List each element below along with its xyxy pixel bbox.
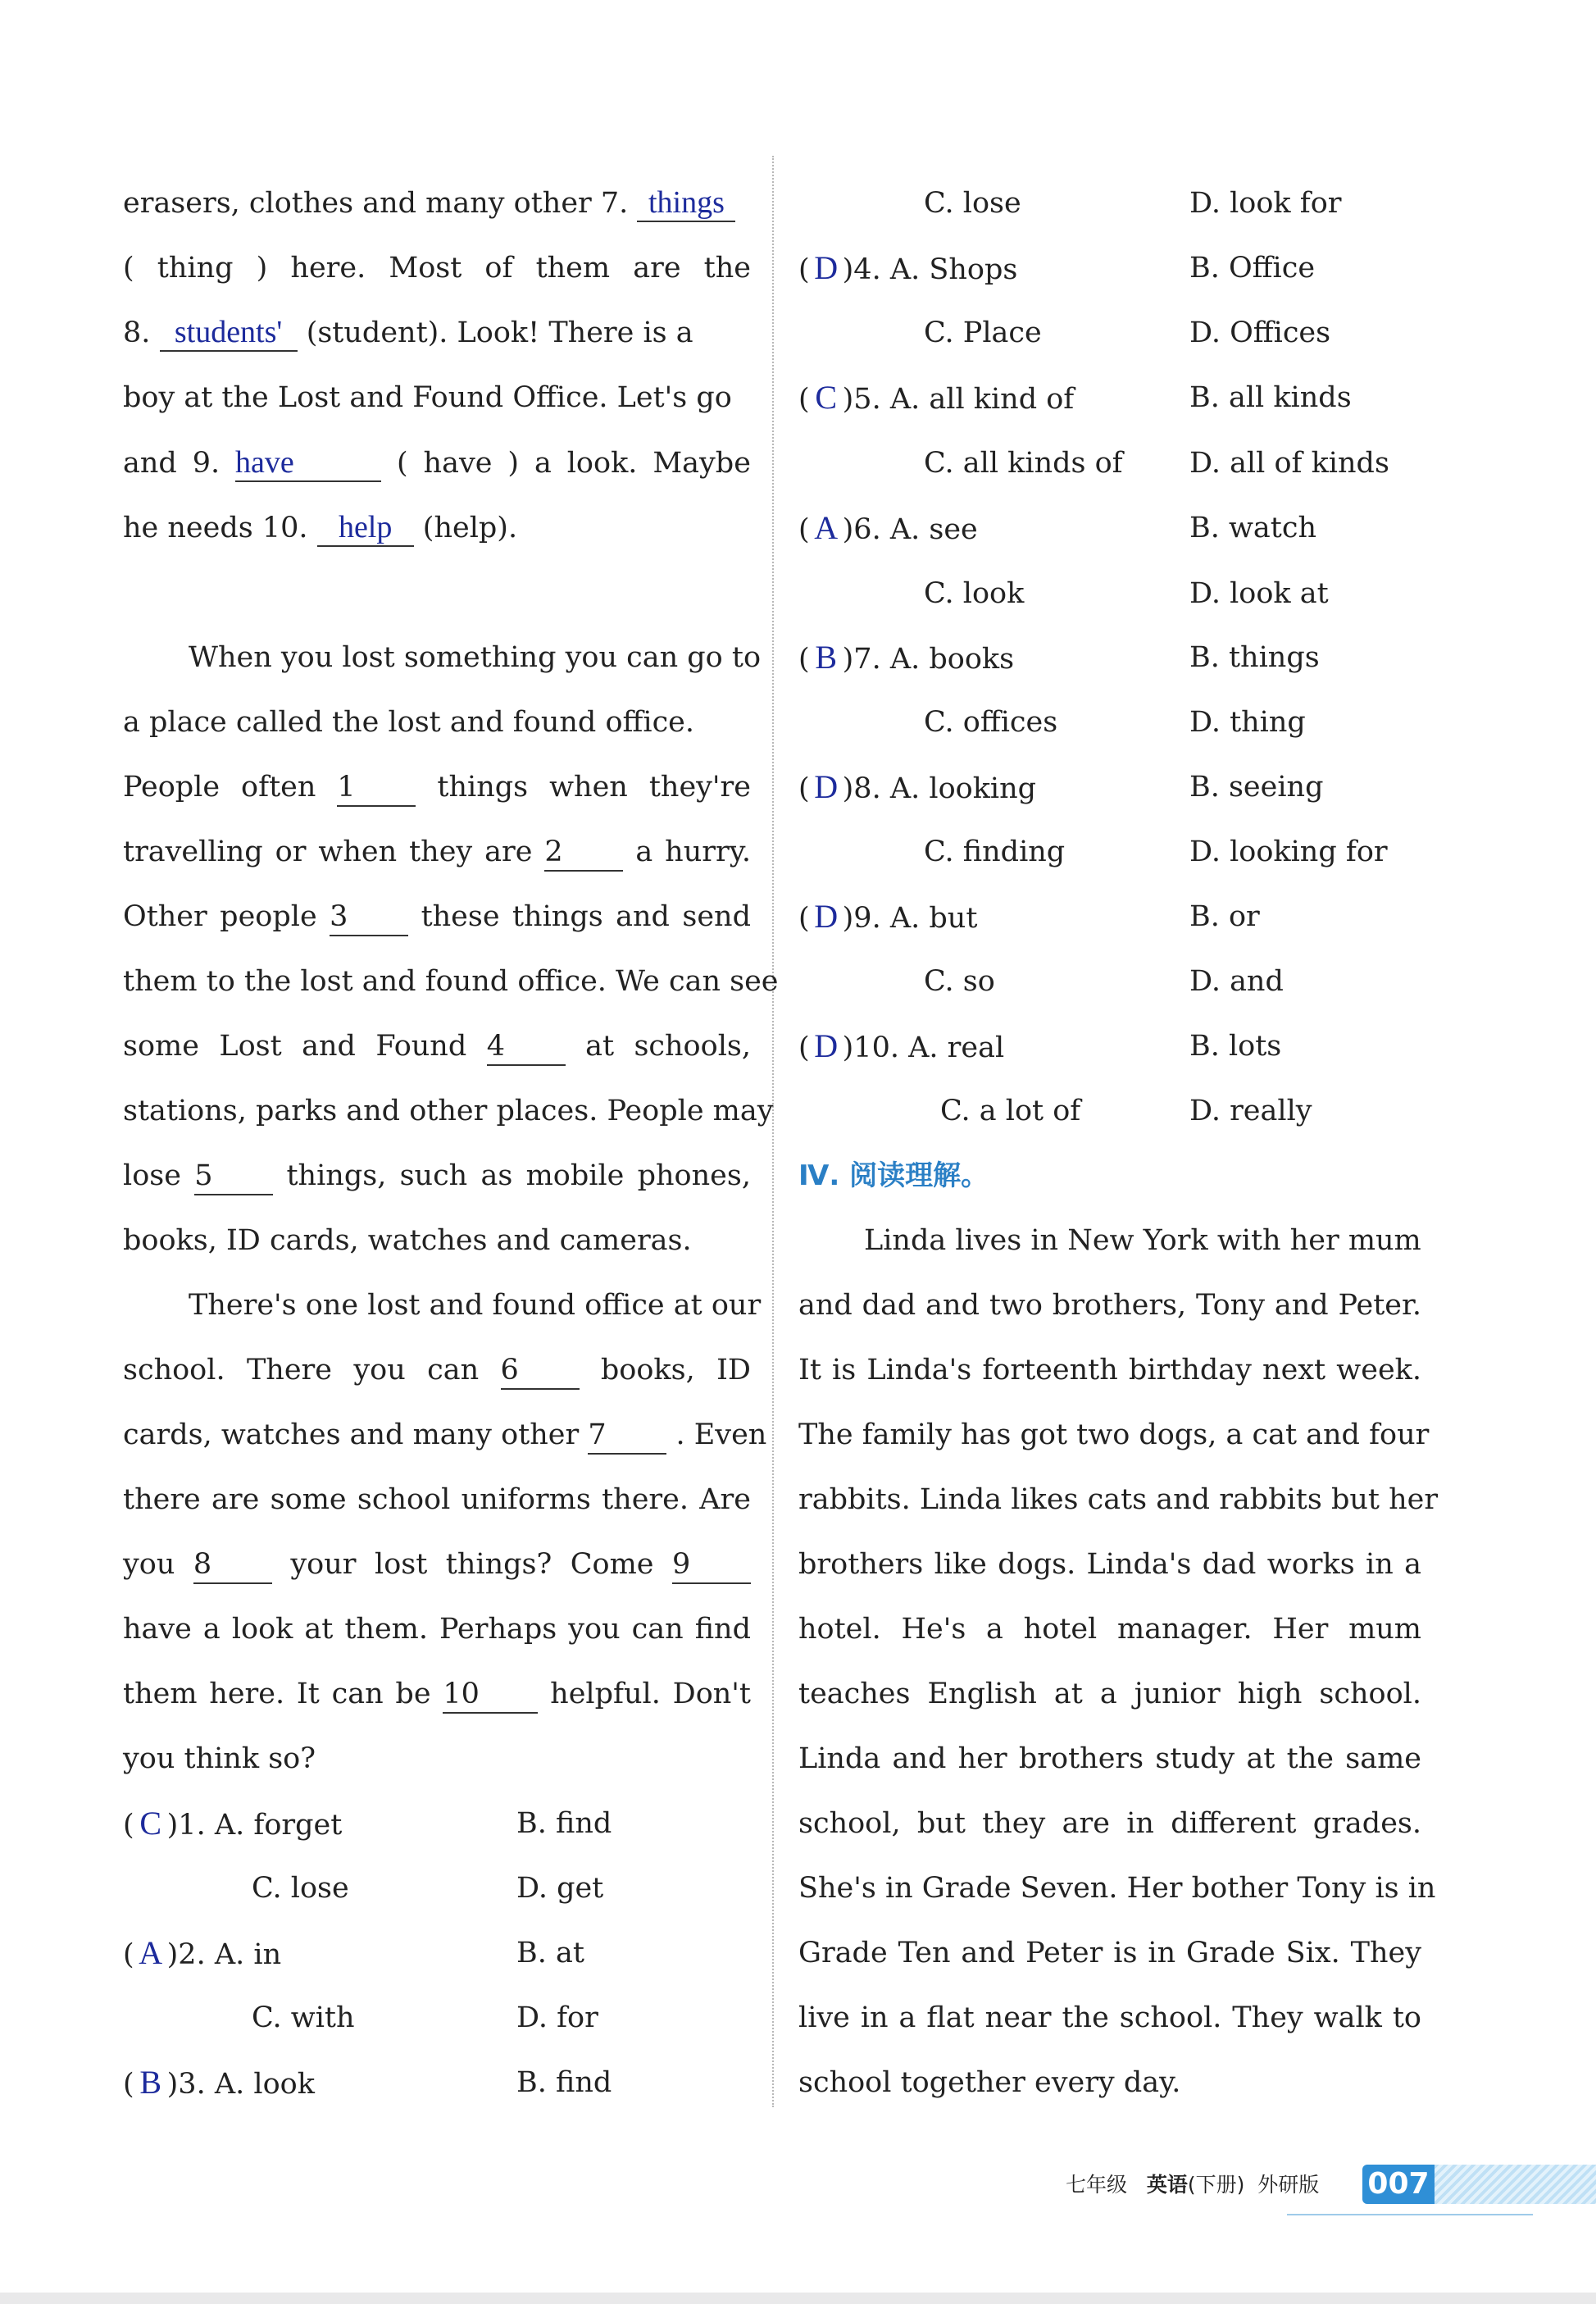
cloze-line-8: stations, parks and other places. People may xyxy=(123,1095,774,1127)
para1-line-2: ( thing ) here. Most of them are the xyxy=(123,252,751,285)
reading-line-3: It is Linda's forteenth birthday next week. xyxy=(798,1354,1421,1386)
page-footer xyxy=(1066,2165,1319,2206)
answer-choice-6: A xyxy=(814,509,839,546)
answer-8: students' xyxy=(160,314,298,352)
section-4-title: Ⅳ. 阅读理解。 xyxy=(798,1159,989,1192)
reading-line-11: She's in Grade Seven. Her bother Tony is in xyxy=(798,1872,1436,1905)
answer-choice-9: D xyxy=(814,898,839,935)
cloze-line-5: Other people 3 these things and send xyxy=(123,892,751,941)
cloze-line-9: lose 5 things, such as mobile phones, xyxy=(123,1151,751,1200)
footer-grade: 七年级 xyxy=(1066,2173,1128,2197)
cloze-line-3: People often 1 things when they're xyxy=(123,763,751,812)
cloze-line-11: There's one lost and found office at our xyxy=(189,1289,762,1322)
page-edge xyxy=(0,2293,1596,2304)
cloze-line-13: cards, watches and many other 7 . Even xyxy=(123,1410,751,1459)
blank-4: 4 xyxy=(487,1028,566,1066)
cloze-line-15: you 8 your lost things? Come 9 xyxy=(123,1540,751,1589)
answer-9: have xyxy=(235,444,381,482)
reading-line-1: Linda lives in New York with her mum xyxy=(864,1224,1421,1257)
footer-publisher: 外研版 xyxy=(1257,2173,1320,2197)
reading-line-9: Linda and her brothers study at the same xyxy=(798,1742,1421,1775)
cloze-line-14: there are some school uniforms there. Are xyxy=(123,1483,751,1516)
cloze-line-1: When you lost something you can go to xyxy=(189,641,762,674)
reading-line-12: Grade Ten and Peter is in Grade Six. They xyxy=(798,1937,1421,1969)
answer-choice-1: C xyxy=(139,1805,161,1842)
footer-volume: (下册) xyxy=(1187,2173,1245,2197)
page-number-strip xyxy=(1435,2165,1596,2204)
answer-choice-7: B xyxy=(815,639,837,676)
cloze-line-12: school. There you can 6 books, ID xyxy=(123,1346,751,1395)
cloze-line-6: them to the lost and found office. We can see xyxy=(123,965,779,998)
cloze-line-16: have a look at them. Perhaps you can find xyxy=(123,1613,751,1646)
para1-line-1: erasers, clothes and many other 7. things xyxy=(123,179,751,228)
answer-choice-10: D xyxy=(814,1027,839,1064)
cloze-line-7: some Lost and Found 4 at schools, xyxy=(123,1022,751,1071)
reading-line-13: live in a flat near the school. They walk to xyxy=(798,2001,1421,2034)
footer-rule xyxy=(1287,2214,1533,2215)
cloze-line-10: books, ID cards, watches and cameras. xyxy=(123,1224,692,1257)
page-number: 007 xyxy=(1362,2165,1435,2204)
cloze-line-2: a place called the lost and found office. xyxy=(123,706,695,739)
section-3-title xyxy=(123,569,751,618)
cloze-line-18: you think so? xyxy=(123,1742,316,1775)
reading-line-4: The family has got two dogs, a cat and four xyxy=(798,1418,1430,1451)
blank-10: 10 xyxy=(443,1676,538,1714)
para1-line-4: boy at the Lost and Found Office. Let's go xyxy=(123,381,732,414)
blank-8: 8 xyxy=(193,1546,272,1584)
answer-choice-4: D xyxy=(814,249,839,286)
blank-7: 7 xyxy=(588,1417,666,1455)
answer-choice-2: A xyxy=(139,1934,163,1971)
answer-7: things xyxy=(637,184,735,222)
reading-line-6: brothers like dogs. Linda's dad works in a xyxy=(798,1548,1421,1581)
blank-2: 2 xyxy=(544,834,623,872)
reading-line-10: school, but they are in different grades. xyxy=(798,1807,1421,1840)
blank-3: 3 xyxy=(330,899,408,936)
cloze-line-4: travelling or when they are 2 a hurry. xyxy=(123,827,751,877)
blank-6: 6 xyxy=(501,1352,580,1390)
reading-line-5: rabbits. Linda likes cats and rabbits but her xyxy=(798,1483,1439,1516)
reading-line-7: hotel. He's a hotel manager. Her mum xyxy=(798,1613,1421,1646)
para1-line-5: and 9. have ( have ) a look. Maybe xyxy=(123,439,751,488)
para1-line-3: 8. students' (student). Look! There is a xyxy=(123,308,751,357)
para1-line-6: he needs 10. help (help). xyxy=(123,503,751,553)
answer-choice-5: C xyxy=(815,379,837,416)
reading-line-8: teaches English at a junior high school. xyxy=(798,1678,1421,1710)
cloze-line-17: them here. It can be 10 helpful. Don't xyxy=(123,1669,751,1719)
column-divider xyxy=(772,156,774,2107)
blank-5: 5 xyxy=(194,1158,273,1195)
reading-line-14: school together every day. xyxy=(798,2066,1181,2099)
reading-line-2: and dad and two brothers, Tony and Peter. xyxy=(798,1289,1421,1322)
answer-choice-3: B xyxy=(139,2064,161,2101)
blank-1: 1 xyxy=(337,769,416,807)
answer-choice-8: D xyxy=(814,768,839,805)
blank-9: 9 xyxy=(672,1546,751,1584)
footer-subject: 英语 xyxy=(1146,2173,1188,2197)
answer-10: help xyxy=(317,509,414,547)
